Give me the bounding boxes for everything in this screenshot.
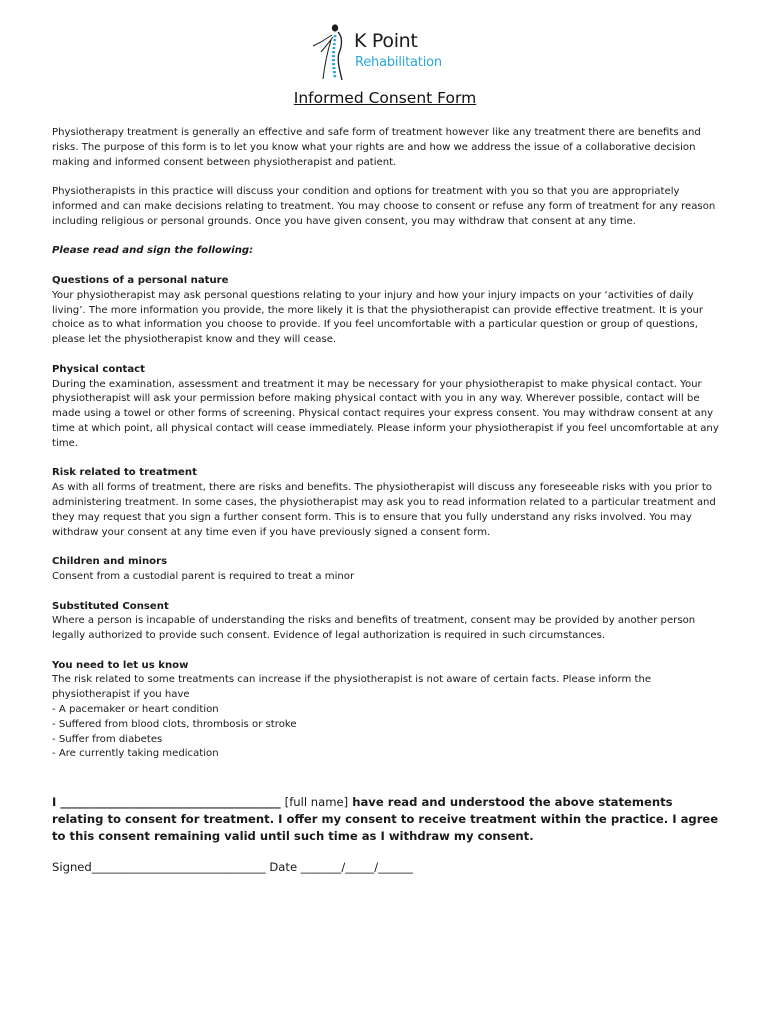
section-body: During the examination, assessment and treatment it may be necessary for your physiotherapist to make physical contact. Your physiotherapist will ask your permission before making physical contact with you in any way. Wherever possible, contact will be made using a towel or other forms of screening. Physical contact requires your express consent. You may withdraw consent at any time at which point, all physical contact will cease immediately. Please inform your physiotherapist if you feel uncomfortable at any time. [52,378,719,449]
full-name-field[interactable]: I ______________________________________ [52,795,285,809]
section-heading: Physical contact [52,363,145,375]
instruction-text: Please read and sign the following: [52,245,254,257]
section-body: Where a person is incapable of understanding the risks and benefits of treatment, consent may be provided by another person legally authorized to provide such consent. Evidence of legal authorization is required in such circumstances. [52,615,696,642]
condition-list-item: - A pacemaker or heart condition [52,704,219,716]
form-body [52,126,724,762]
section-heading: Substituted Consent [52,600,169,612]
section-body: As with all forms of treatment, there are risks and benefits. The physiotherapist will discuss any foreseeable risks with you prior to administering treatment. In some cases, the physiotherapist may ask you to read information related to a particular treatment and they may request that you sign a further consent form. This is to ensure that you fully understand any risks involved. You may withdraw your consent at any time even if you have previously signed a consent form. [52,482,716,538]
signature-date-line[interactable]: Signed______________________________ Date _______/_____/______ [52,860,413,874]
section-heading: Questions of a personal nature [52,274,229,286]
consent-declaration [52,794,724,845]
declaration-text: have read and understood the above statements relating to consent for treatment. I offer my consent to receive treatment within the practice. I agree to this consent remaining valid until such time as I withdraw my consent. [52,795,719,843]
logo-subtitle: Rehabilitation [355,55,442,70]
section-body: The risk related to some treatments can increase if the physiotherapist is not aware of certain facts. Please inform the physiotherapist if you have [52,674,652,701]
page-title: Informed Consent Form [293,89,477,107]
condition-list-item: - Are currently taking medication [52,748,219,760]
intro-paragraph: Physiotherapists in this practice will discuss your condition and options for treatment with you so that you are appropriately informed and can make decisions relating to treatment. You may choose to consent or refuse any form of treatment for any reason including religious or personal grounds. Once you have given consent, you may withdraw that consent at any time. [52,186,716,227]
section-heading: You need to let us know [52,659,189,671]
condition-list-item: - Suffer from diabetes [52,733,163,745]
spine-figure-icon [312,22,356,84]
section-body: Consent from a custodial parent is required to treat a minor [52,570,355,582]
section-heading: Risk related to treatment [52,467,197,479]
section-heading: Children and minors [52,556,168,568]
full-name-label: [full name] [284,795,349,809]
section-body: Your physiotherapist may ask personal questions relating to your injury and how your injury impacts on your ‘activities of daily living’. The more information you provide, the more likely it is that the physiotherapist can provide effective treatment. It is your choice as to what information you choose to provide. If you feel uncomfortable with a particular question or group of questions, please let the physiotherapist know and they will cease. [52,289,704,346]
logo-name: K Point [354,30,418,52]
k-point-logo [312,22,472,84]
condition-list-item: - Suffered from blood clots, thrombosis or stroke [52,718,297,730]
intro-paragraph: Physiotherapy treatment is generally an effective and safe form of treatment however like any treatment there are benefits and risks. The purpose of this form is to let you know what your rights are and how we address the issue of a collaborative decision making and informed consent between physiotherapist and patient. [52,127,701,168]
